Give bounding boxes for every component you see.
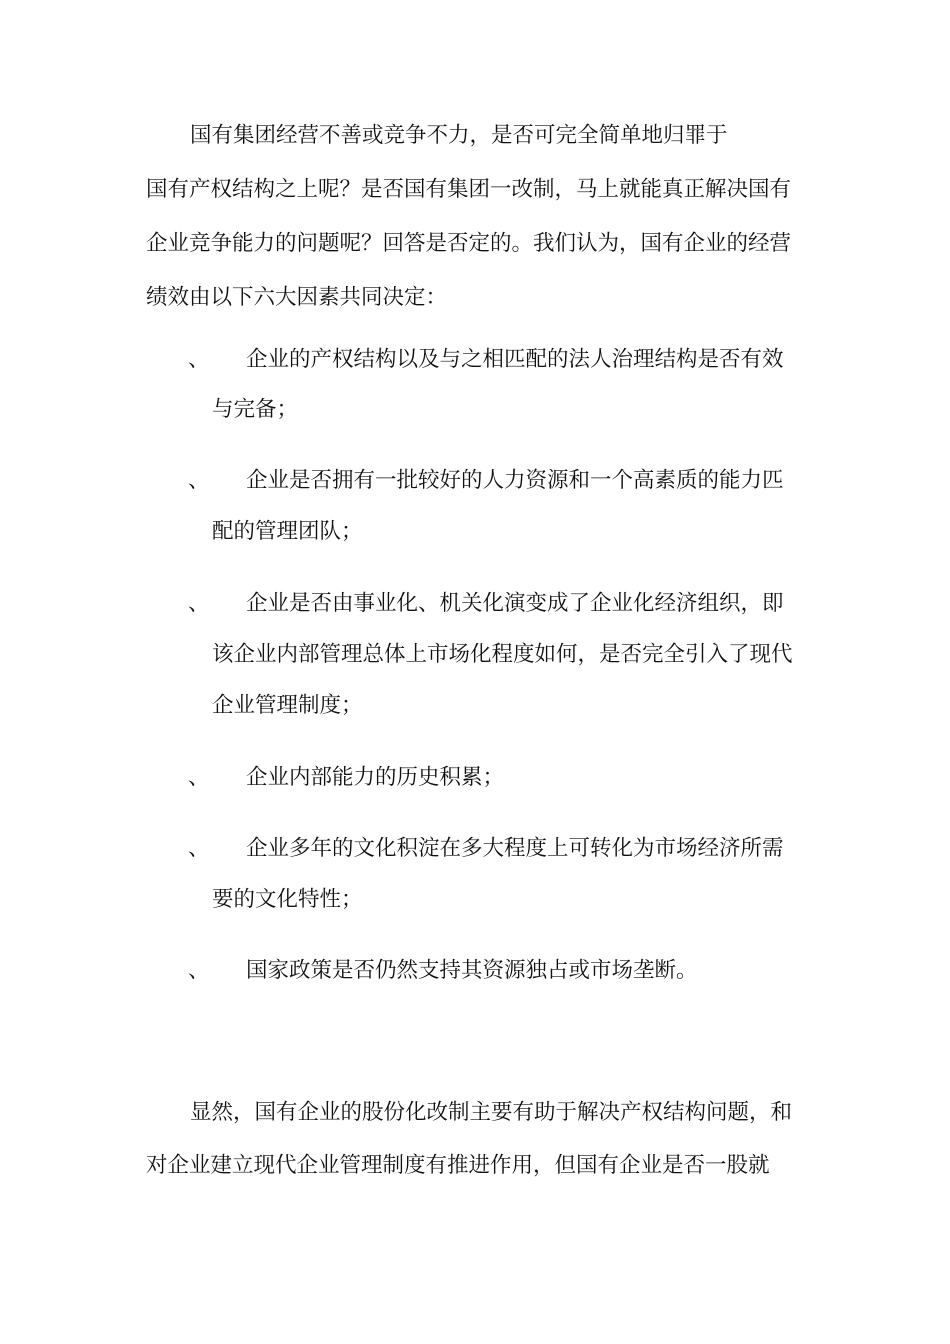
factor-4-line-1: 企业内部能力的历史积累； xyxy=(246,765,505,790)
conclusion-line-2: 对企业建立现代企业管理制度有推进作用，但国有企业是否一股就 xyxy=(146,1153,770,1178)
factor-5-line-2: 要的文化特性； xyxy=(212,887,363,912)
bullet-mark-3: 、 xyxy=(188,591,210,616)
factor-3-line-3: 企业管理制度； xyxy=(212,693,363,718)
bullet-mark-1: 、 xyxy=(188,347,210,372)
factor-3-line-2: 该企业内部管理总体上市场化程度如何，是否完全引入了现代 xyxy=(212,642,793,667)
factor-2-line-2: 配的管理团队； xyxy=(212,519,363,544)
bullet-mark-5: 、 xyxy=(188,836,210,861)
intro-line-3: 企业竞争能力的问题呢？回答是否定的。我们认为，国有企业的经营 xyxy=(146,231,792,256)
factor-5-line-1: 企业多年的文化积淀在多大程度上可转化为市场经济所需 xyxy=(246,836,784,861)
bullet-mark-6: 、 xyxy=(188,958,210,983)
factor-6-line-1: 国家政策是否仍然支持其资源独占或市场垄断。 xyxy=(246,958,698,983)
factor-1-line-2: 与完备； xyxy=(212,397,299,422)
intro-line-1: 国有集团经营不善或竞争不力，是否可完全简单地归罪于 xyxy=(190,123,728,148)
factor-3-line-1: 企业是否由事业化、机关化演变成了企业化经济组织，即 xyxy=(246,591,784,616)
intro-line-4: 绩效由以下六大因素共同决定： xyxy=(146,285,448,310)
bullet-mark-4: 、 xyxy=(188,765,210,790)
factor-1-line-1: 企业的产权结构以及与之相匹配的法人治理结构是否有效 xyxy=(246,347,784,372)
factor-2-line-1: 企业是否拥有一批较好的人力资源和一个高素质的能力匹 xyxy=(246,468,784,493)
conclusion-line-1: 显然，国有企业的股份化改制主要有助于解决产权结构问题，和 xyxy=(190,1100,793,1125)
bullet-mark-2: 、 xyxy=(188,468,210,493)
intro-line-2: 国有产权结构之上呢？是否国有集团一改制，马上就能真正解决国有 xyxy=(146,177,792,202)
